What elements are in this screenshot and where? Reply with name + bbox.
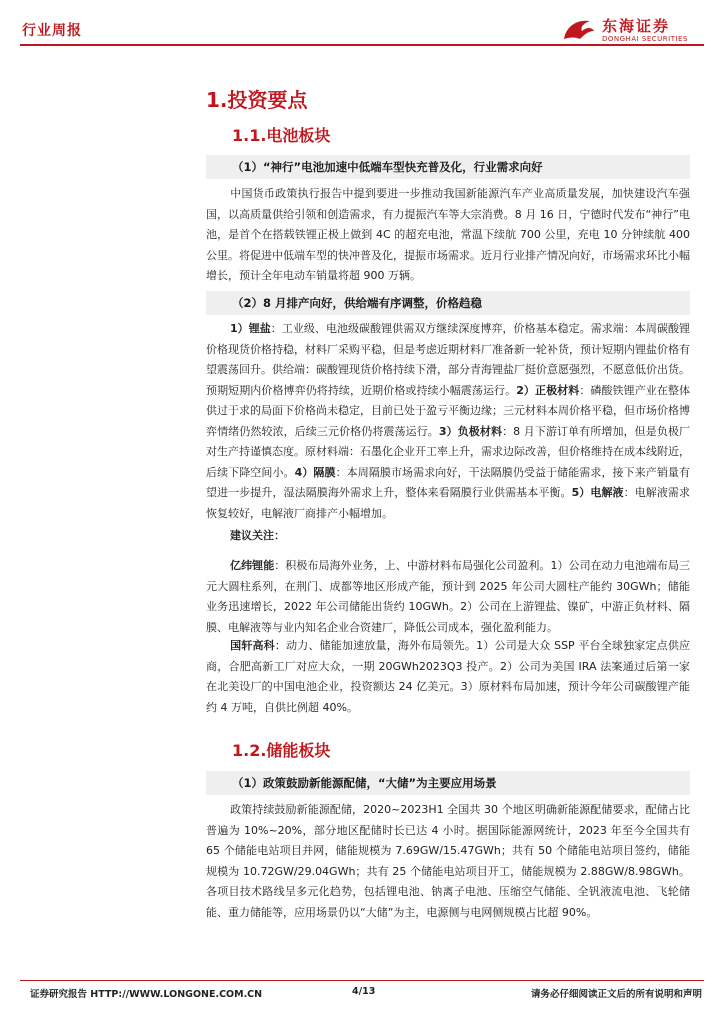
dragon-icon (560, 15, 598, 45)
eve-paragraph (206, 556, 690, 638)
anode-label: 3）负极材料 (438, 424, 503, 438)
section-heading: 1.投资要点 (206, 88, 308, 112)
eve-text: ：积极布局海外业务，上、中游材料布局强化公司盈利。1）公司在动力电池端布局三元大圆柱系列，在荆门、成都等地区形成产能，预计到 2025 年公司大圆柱产能约 30GWh；储能业务迅速增长，2022 年公司储能出货约 10GWh。2）公司在上游锂盐、镍矿，中游正负材料、隔膜、电解液等与业内知名企业合资建厂，降低公司成本，强化盈利能力。 (206, 559, 691, 634)
company-logo (560, 15, 708, 45)
battery-subheading-2-text: （2）8 月排产向好，供给端有序调整，价格趋稳 (232, 296, 483, 310)
battery-subheading-1 (206, 155, 690, 179)
gotion-text: ：动力、储能加速放量，海外布局领先。1）公司是大众 SSP 平台全球独家定点供应商，合肥高新工厂对应大众，一期 20GWh2023Q3 投产。2）公司为美国 IRA 法案通过后第一家在北美设厂的中国电池企业，投资额达 24 亿美元。3）原材料布局加速，预计今年公司碳酸锂产能约 4 万吨，自供比例超 40%。 (206, 639, 690, 714)
battery-paragraph-1 (206, 184, 690, 287)
logo-english-name: DONGHAI SECURITIES (602, 35, 688, 43)
storage-subheading-1 (206, 771, 690, 795)
report-type-label: 行业周报 (22, 23, 82, 39)
electrolyte-text: ：电解液需求恢复较好，电解液厂商排产小幅增加。 (206, 486, 691, 520)
footer-disclaimer: 请务必仔细阅读正文后的所有说明和声明 (530, 989, 702, 1000)
cathode-text: ：磷酸铁锂产业在整体供过于求的局面下价格尚未稳定，目前已处于盈亏平衡边缘；三元材料本周价格平稳，但市场价格博弈情绪仍然较浓，后续三元价格仍将震荡运行。 (206, 383, 691, 438)
anode-text: ：8 月下游订单有所增加，但是负极厂对生产持谨慎态度。原材料端：石墨化企业开工率上升，需求边际改善，但价格维持在成本线附近，后续下降空间小。 (206, 424, 691, 479)
advice-heading: 建议关注： (230, 529, 285, 542)
separator-text: ：本周隔膜市场需求向好，干法隔膜仍受益于储能需求，接下来产销量有望进一步提升，湿法隔膜海外需求上升，整体来看隔膜行业供需基本平衡。 (206, 465, 691, 499)
battery-section-heading: 1.1.电池板块 (232, 126, 331, 145)
storage-paragraph-1 (206, 800, 690, 923)
gotion-label: 国轩高科 (230, 639, 275, 652)
electrolyte-label: 5）电解液 (571, 486, 624, 499)
storage-section-heading: 1.2.储能板块 (232, 741, 331, 760)
separator-label: 4）隔膜 (294, 465, 336, 479)
battery-subheading-2 (206, 291, 690, 315)
header-divider (20, 44, 704, 46)
footer-website[interactable]: 证券研究报告 HTTP://WWW.LONGONE.COM.CN (30, 989, 263, 1000)
page-number: 4/13 (352, 986, 376, 997)
storage-subheading-1-text: （1）政策鼓励新能源配储，“大储”为主要应用场景 (232, 776, 497, 790)
battery-subheading-1-text: （1）“神行”电池加速中低端车型快充普及化，行业需求向好 (232, 160, 543, 174)
footer-divider (20, 980, 704, 981)
logo-chinese-name: 东海证券 (602, 17, 671, 35)
battery-paragraph-1-text: 中国货币政策执行报告中提到要进一步推动我国新能源汽车产业高质量发展，加快建设汽车强国，以高质量供给引领和创造需求，有力提振汽车等大宗消费。8 月 16 日，宁德时代发布“神行”电池，是首个在搭载铁锂正极上做到 4C 的超充电池，常温下续航 700 公里，充电 10 分钟续航 400 公里。将促进中低端车型的快冲普及化，提振市场需求。近月行业排产情况向好，市场需求环比小幅增长，预计全年电动车销量将超 900 万辆。 (206, 187, 690, 282)
lithium-text: ：工业级、电池级碳酸锂供需双方继续深度博弈，价格基本稳定。需求端：本周碳酸锂价格现货价格持稳，材料厂采购平稳，但是考虑近期材料厂准备新一轮补货，预计短期内锂盐价格有望震荡回升。供给端：碳酸锂现货价格持续下滑，部分青海锂盐厂挺价意愿强烈，不愿意低价出货。预期短期内价格博弈仍将持续，近期价格或持续小幅震荡运行。 (206, 322, 691, 397)
lithium-label: 1）锂盐 (230, 322, 271, 335)
gotion-paragraph (206, 636, 690, 718)
cathode-label: 2）正极材料 (516, 383, 580, 397)
battery-materials-paragraph (206, 319, 690, 524)
eve-label: 亿纬锂能 (230, 559, 275, 572)
storage-paragraph-1-text: 政策持续鼓励新能源配储，2020~2023H1 全国共 30 个地区明确新能源配储要求，配储占比普遍为 10%~20%，部分地区配储时长已达 4 小时。据国际能源网统计，2023 年至今全国共有 65 个储能电站项目并网，储能规模为 7.69GW/15.47GWh；共有 50 个储能电站项目签约，储能规模为 10.72GW/29.04GWh；共有 25 个储能电站项目开工，储能规模为 2.88GW/8.98GWh。各项目技术路线呈多元化趋势，包括锂电池、钠离子电池、压缩空气储能、全钒液流电池、飞轮储能、重力储能等，应用场景仍以“大储”为主，电源侧与电网侧规模占比超 90%。 (206, 803, 690, 919)
